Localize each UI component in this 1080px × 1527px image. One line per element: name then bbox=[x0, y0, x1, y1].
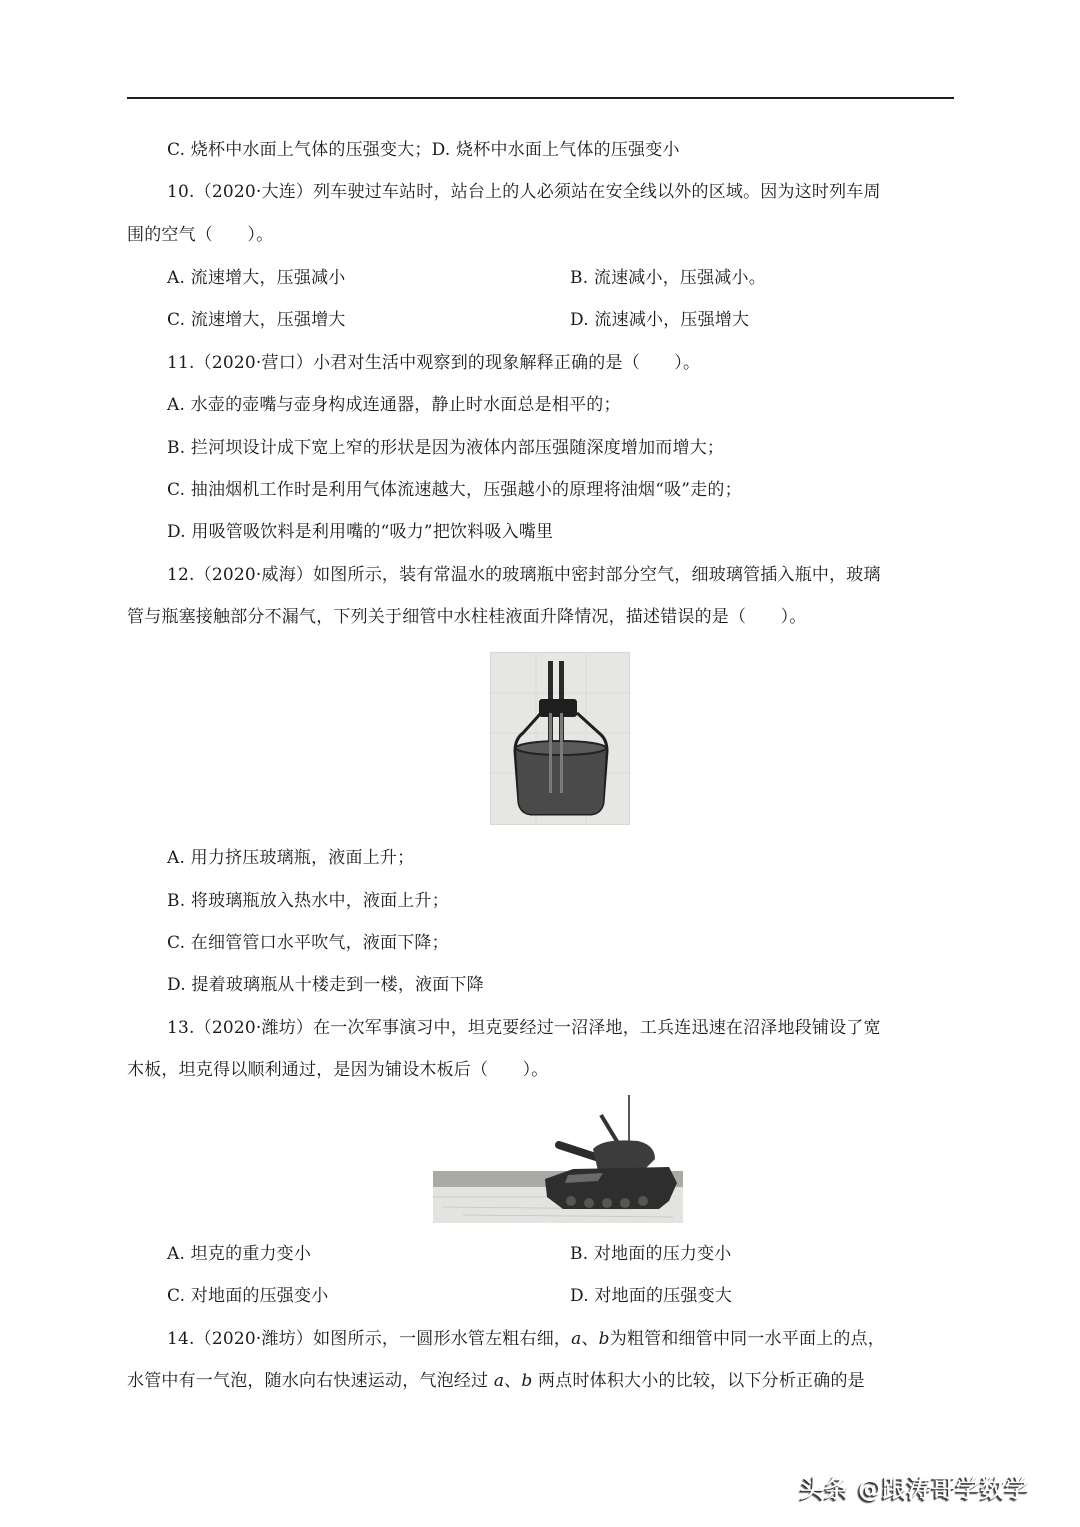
tank-illustration-icon bbox=[433, 1093, 683, 1223]
q11-option-a: A. 水壶的壶嘴与壶身构成连通器，静止时水面总是相平的； bbox=[167, 395, 621, 415]
question-source: （2020·营口） bbox=[194, 353, 314, 373]
q12-option-d: D. 提着玻璃瓶从十楼走到一楼，液面下降 bbox=[167, 975, 484, 995]
q9-options-cd bbox=[167, 139, 680, 161]
question-number: 13. bbox=[167, 1018, 195, 1038]
q10-option-b: B. 流速减小，压强减小。 bbox=[570, 268, 766, 288]
q13-stem-line1 bbox=[167, 1017, 881, 1039]
q13-stem-line2: 木板，坦克得以顺利通过，是因为铺设木板后（ ）。 bbox=[127, 1060, 549, 1080]
bottle-illustration-icon bbox=[491, 653, 629, 824]
q13-option-a: A. 坦克的重力变小 bbox=[167, 1244, 312, 1264]
question-stem: 如图所示，装有常温水的玻璃瓶中密封部分空气，细玻璃管插入瓶中，玻璃 bbox=[313, 565, 881, 585]
q10-option-a: A. 流速增大，压强减小 bbox=[167, 268, 346, 288]
question-stem: 列车驶过车站时，站台上的人必须站在安全线以外的区域。因为这时列车周 bbox=[313, 182, 881, 202]
separator: 、 bbox=[581, 1329, 599, 1349]
question-stem: 如图所示，一圆形水管左粗右细， bbox=[313, 1329, 572, 1349]
q10-stem-line1 bbox=[167, 181, 881, 203]
question-stem: 小君对生活中观察到的现象解释正确的是（ ）。 bbox=[313, 353, 701, 373]
q12-option-c: C. 在细管管口水平吹气，液面下降； bbox=[167, 933, 449, 953]
variable-a: a bbox=[571, 1329, 582, 1349]
q10-option-c: C. 流速增大，压强增大 bbox=[167, 310, 346, 330]
q12-option-a: A. 用力挤压玻璃瓶，液面上升； bbox=[167, 848, 415, 868]
question-source: （2020·威海） bbox=[194, 565, 314, 585]
separator: 、 bbox=[504, 1371, 522, 1391]
q13-option-b: B. 对地面的压力变小 bbox=[570, 1244, 732, 1264]
variable-b: b bbox=[521, 1371, 533, 1391]
q9-option-d: D. 烧杯中水面上气体的压强变小 bbox=[431, 140, 680, 160]
q11-option-c: C. 抽油烟机工作时是利用气体流速越大，压强越小的原理将油烟“吸”走的； bbox=[167, 480, 742, 500]
question-number: 10. bbox=[167, 182, 195, 202]
variable-a: a bbox=[493, 1371, 505, 1391]
q11-option-d: D. 用吸管吸饮料是利用嘴的“吸力”把饮料吸入嘴里 bbox=[167, 522, 554, 542]
question-stem: 水管中有一气泡，随水向右快速运动，气泡经过 bbox=[127, 1371, 494, 1391]
question-source: （2020·潍坊） bbox=[194, 1329, 314, 1349]
q12-stem-line1 bbox=[167, 564, 881, 586]
variable-b: b bbox=[598, 1329, 610, 1349]
question-number: 11. bbox=[167, 353, 195, 373]
watermark-text: 头条 @跟涛哥学数学 bbox=[800, 1475, 1030, 1503]
question-number: 12. bbox=[167, 565, 195, 585]
q11-stem-line1 bbox=[167, 352, 700, 374]
q14-stem-line2 bbox=[127, 1370, 865, 1392]
question-source: （2020·大连） bbox=[194, 182, 314, 202]
bottle-with-tube-figure bbox=[490, 652, 630, 825]
q11-option-b: B. 拦河坝设计成下宽上窄的形状是因为液体内部压强随深度增加而增大； bbox=[167, 438, 725, 458]
q12-stem-line2: 管与瓶塞接触部分不漏气，下列关于细管中水柱桂液面升降情况，描述错误的是（ ）。 bbox=[127, 607, 807, 627]
question-source: （2020·潍坊） bbox=[194, 1018, 314, 1038]
header-rule bbox=[127, 97, 954, 99]
question-number: 14. bbox=[167, 1329, 195, 1349]
q14-stem-line1 bbox=[167, 1328, 885, 1350]
tank-photo-figure bbox=[433, 1093, 683, 1223]
question-stem-cont: 两点时体积大小的比较，以下分析正确的是 bbox=[532, 1371, 865, 1391]
question-stem: 在一次军事演习中，坦克要经过一沼泽地，工兵连迅速在沼泽地段铺设了宽 bbox=[313, 1018, 881, 1038]
q10-option-d: D. 流速减小，压强增大 bbox=[570, 310, 750, 330]
q13-option-c: C. 对地面的压强变小 bbox=[167, 1286, 329, 1306]
q12-option-b: B. 将玻璃瓶放入热水中，液面上升； bbox=[167, 891, 449, 911]
q10-stem-line2: 围的空气（ ）。 bbox=[127, 225, 274, 245]
q9-option-c: C. 烧杯中水面上气体的压强变大； bbox=[167, 140, 432, 160]
question-stem-cont: 为粗管和细管中同一水平面上的点， bbox=[609, 1329, 885, 1349]
q13-option-d: D. 对地面的压强变大 bbox=[570, 1286, 733, 1306]
